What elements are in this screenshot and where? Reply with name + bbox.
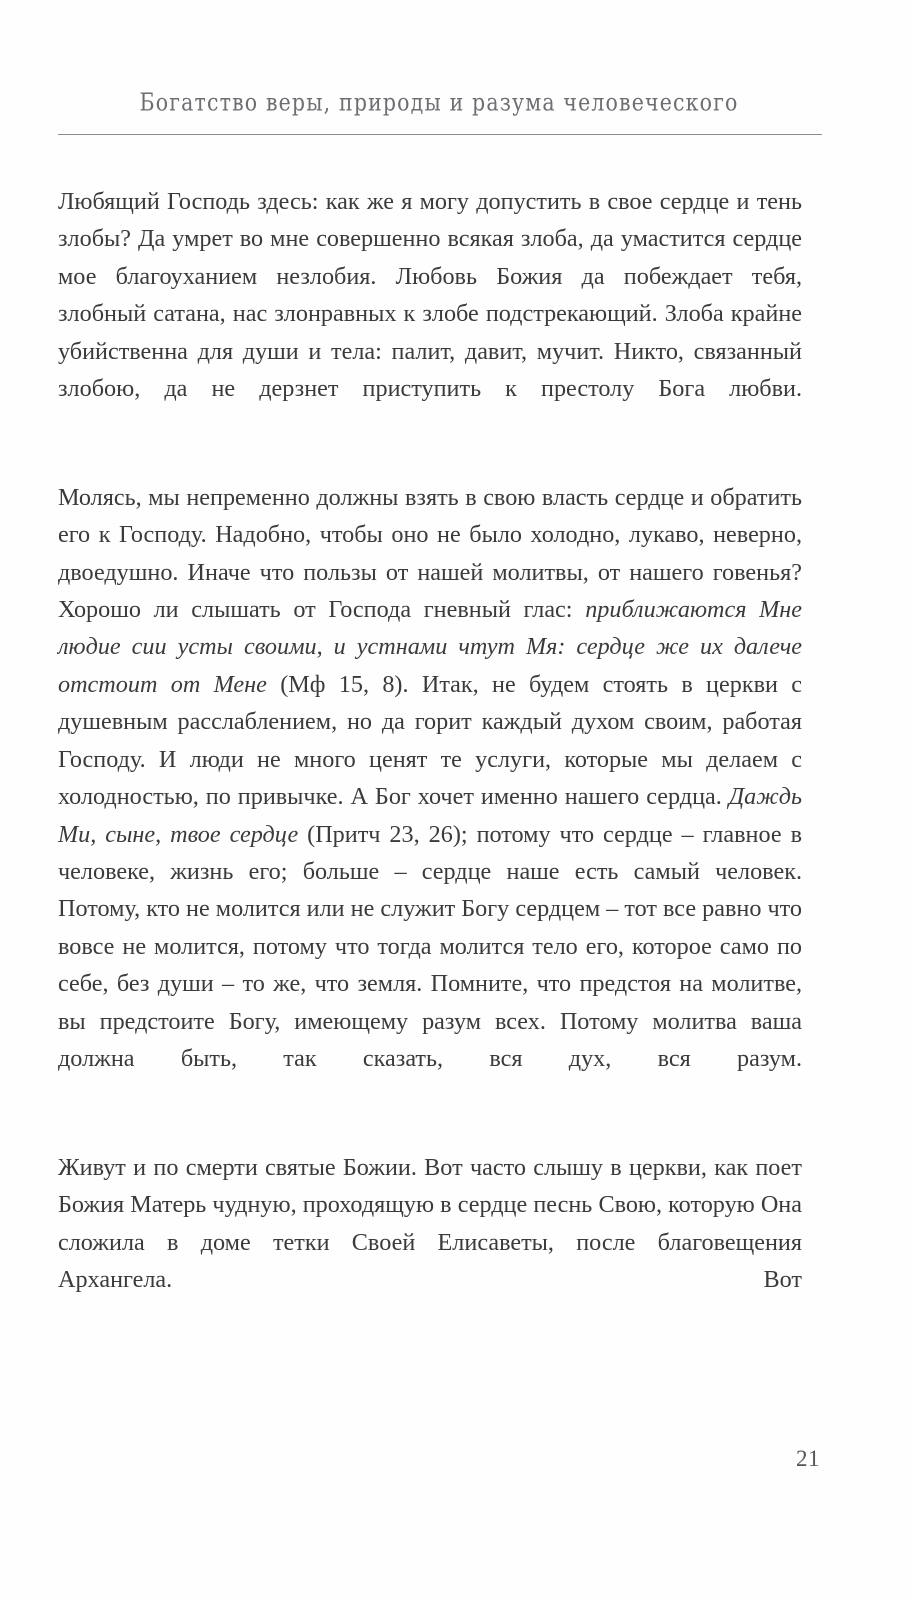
body-text-run: Любящий Господь здесь: как же я могу допустить в свое сердце и тень злобы? Да умрет во мне совершенно всякая злоба, да умастится сердце мое благоуханием незлобия. Любовь Божия да побеждает тебя, злобный сатана, нас злонравных к злобе подстрекающий. Злоба крайне убийственна для души и тела: палит, давит, мучит. Никто, связанный злобою, да не дерзнет приступить к престолу Бога любви. [58,188,802,403]
body-text-run: Молясь, мы непременно должны взять в свою власть сердце и обратить его к Господу. Надобно, чтобы оно не было холодно, лукаво, неверно, двоедушно. Иначе что пользы от нашей молитвы, от нашего говенья? Хорошо ли слышать от Господа гневный глас: [58,483,802,624]
running-head: Богатство веры, природы и разума человеческого [139,88,739,117]
body-text-run: (Притч 23, 26); потому что сердце – главное в человеке, жизнь его; больше – сердце наше есть самый человек. Потому, кто не молится или не служит Богу сердцем – тот все равно что вовсе не молится, потому что тогда молится тело его, которое само по себе, без души – то же, что земля. Помните, что предстоя на молитве, вы предстоите Богу, имеющему разум всех. Потому молитва ваша должна быть, так сказать, вся дух, вся разум. [58,820,802,1072]
body-text-run: (Мф 15, 8). Итак, не будем стоять в церкви с душевным расслаблением, но да горит каждый духом своим, работая Господу. И люди не много ценят те услуги, которые мы делаем с холодностью, по привычке. А Бог хочет именно нашего сердца. [58,670,802,811]
body-paragraph [58,479,802,1115]
body-text-block [58,183,802,1336]
page-number: 21 [796,1446,820,1471]
body-paragraph [58,1149,802,1336]
scripture-quote: приближаются Мне людие сии усты своими, и устнами чтут Мя: сердце же их далече отстоит от Мене [58,596,802,698]
header-rule-divider [58,134,822,135]
scripture-quote: Даждь Ми, сыне, твое сердце [58,783,802,848]
body-text-run: Живут и по смерти святые Божии. Вот часто слышу в церкви, как поет Божия Матерь чудную, проходящую в сердце песнь Свою, которую Она сложила в доме тетки Своей Елисаветы, после благовещения Архангела. Вот [58,1153,802,1293]
body-paragraph [58,183,802,445]
